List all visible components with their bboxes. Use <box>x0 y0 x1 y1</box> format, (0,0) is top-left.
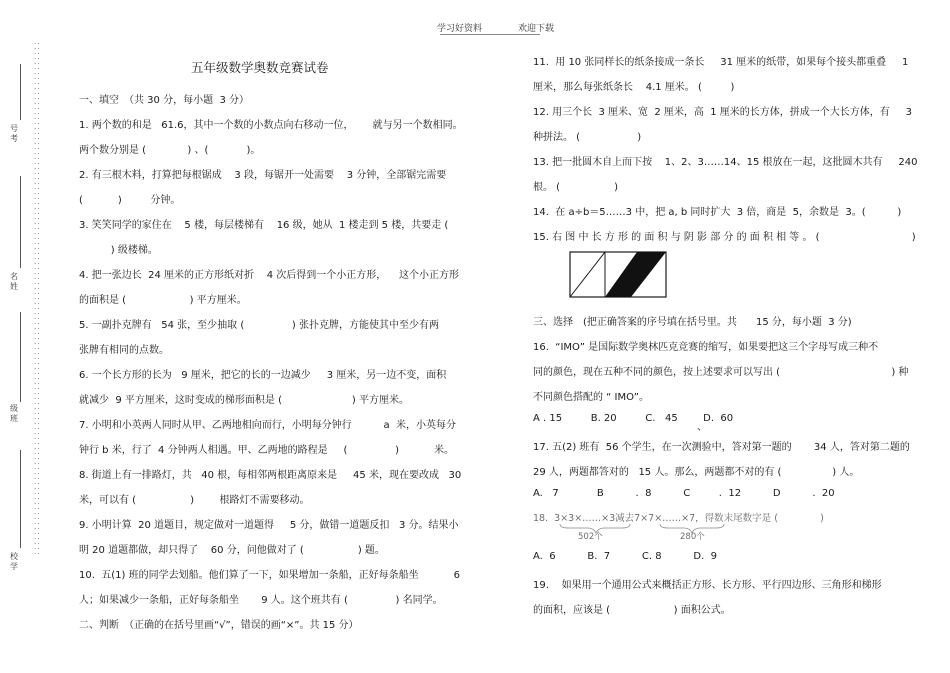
question-line: 张牌有相同的点数。 <box>79 345 169 356</box>
options-line: A. 7 B . 8 C . 12 D . 20 <box>533 488 835 499</box>
question-line: 29 人，两题都答对的 15 人。那么，两题都不对的有 ( ) 人。 <box>533 467 860 478</box>
binding-margin <box>0 0 60 673</box>
question-line: 1. 两个数的和是 61.6，其中一个数的小数点向右移动一位， 就与另一个数相同。 <box>79 120 463 131</box>
header-left: 学习好资料 <box>437 24 483 34</box>
question-line: 10. 五(1) 班的同学去划船。他们算了一下，如果增加一条船，正好每条船坐 6 <box>79 570 460 581</box>
options-line: A. 6 B. 7 C. 8 D. 9 <box>533 551 717 562</box>
question-line: 人；如果减少一条船，正好每条船坐 9 人。这个班共有 ( ) 名同学。 <box>79 595 443 606</box>
question-line: 3. 笑笑同学的家住在 5 楼，每层楼梯有 16 级，她从 1 楼走到 5 楼，共要走 ( <box>79 220 449 231</box>
question-line: 明 20 道题都做，却只得了 60 分，问他做对了 ( ) 题。 <box>79 545 385 556</box>
question-line: 12. 用三个长 3 厘米、宽 2 厘米，高 1 厘米的长方体，拼成一个大长方体，有 3 <box>533 107 913 118</box>
section-choice-heading: 三、选择 (把正确答案的序号填在括号里。共 15 分，每小题 3 分) <box>533 317 852 328</box>
question-line: 14. 在 a÷b＝5……3 中，把 a, b 同时扩大 3 倍，商是 5，余数是 3。( ) <box>533 207 902 218</box>
question-line: 的面积是 ( ) 平方厘米。 <box>79 295 247 306</box>
q18-count-b: 280个 <box>680 532 705 542</box>
exam-title: 五年级数学奥数竞赛试卷 <box>191 60 329 75</box>
binding-rule-1 <box>20 64 21 120</box>
binding-rule-4 <box>20 450 21 548</box>
question-line: 钟行 b 米，行了 4 分钟两人相遇。甲、乙两地的路程是 ( ) 米。 <box>79 445 454 456</box>
question-line: 8. 街道上有一排路灯，共 40 根，每相邻两根距离原来是 45 米，现在要改成 30 <box>79 470 462 481</box>
label-name: 名姓 <box>10 272 18 291</box>
question-line: ( ) 分钟。 <box>79 195 181 206</box>
q18-count-a: 502个 <box>578 532 603 542</box>
binding-dotted-line: ·············································································································································································································· <box>34 42 41 558</box>
question-line: 就减少 9 平方厘米，这时变成的梯形面积是 ( ) 平方厘米。 <box>79 395 409 406</box>
question-line: 的面积，应该是 ( ) 面积公式。 <box>533 605 731 616</box>
question-line: 6. 一个长方形的长为 9 厘米，把它的长的一边减少 3 厘米，另一边不变，面积 <box>79 370 447 381</box>
question-line: 16. “IMO” 是国际数学奥林匹克竞赛的缩写，如果要把这三个字母写成三种不 <box>533 342 879 353</box>
question-line: 19. 如果用一个通用公式来概括正方形、长方形、平行四边形、三角形和梯形 <box>533 580 882 591</box>
section-judge-heading: 二、判断 （正确的在括号里画“√”，错误的画“×”。共 15 分） <box>79 620 359 631</box>
binding-rule-2 <box>20 176 21 268</box>
section-fill-blank-heading: 一、填空 （共 30 分，每小题 3 分） <box>79 95 249 106</box>
label-school: 校学 <box>10 552 18 571</box>
binding-rule-3 <box>20 312 21 402</box>
question-line: 厘米，那么每张纸条长 4.1 厘米。 ( ) <box>533 82 735 93</box>
question-line: 不同颜色搭配的 “ IMO”。 <box>533 392 649 403</box>
question-line: 5. 一副扑克牌有 54 张，至少抽取 ( ) 张扑克牌，方能使其中至少有两 <box>79 320 439 331</box>
question-line: 两个数分别是 ( ) 、( )。 <box>79 145 261 156</box>
options-line: A . 15 B. 20 C. 45 D. 60 <box>533 413 734 424</box>
question-line: 2. 有三根木料，打算把每根锯成 3 段，每锯开一处需要 3 分钟，全部锯完需要 <box>79 170 447 181</box>
question-line: 根。 ( ) <box>533 182 619 193</box>
question-line: 17. 五(2) 班有 56 个学生，在一次测验中，答对第一题的 34 人，答对第二题的 <box>533 442 910 453</box>
question-line: 11. 用 10 张同样长的纸条接成一条长 31 厘米的纸带，如果每个接头都重叠 1 <box>533 57 909 68</box>
question-line: 7. 小明和小英两人同时从甲、乙两地相向而行，小明每分钟行 a 米，小英每分 <box>79 420 456 431</box>
header-right: 欢迎下载 <box>518 24 555 34</box>
question-line: 同的颜色，现在五种不同的颜色，按上述要求可以写出 ( ) 种 <box>533 367 909 378</box>
label-class: 级班 <box>10 404 18 423</box>
question-line: 种拼法。 ( ) <box>533 132 642 143</box>
header-underline <box>440 34 540 35</box>
rectangle-shaded-figure <box>569 251 669 299</box>
question-line: 4. 把一张边长 24 厘米的正方形纸对折 4 次后得到一个小正方形， 这个小正方形 <box>79 270 459 281</box>
stray-mark: 、 <box>697 422 707 433</box>
label-exam-number: 号考 <box>10 124 18 143</box>
question-line: 15. 右 图 中 长 方 形 的 面 积 与 阴 影 部 分 的 面 积 相 等 。 ( ) <box>533 232 916 243</box>
question-line: 米，可以有 ( ) 根路灯不需要移动。 <box>79 495 310 506</box>
question-line: ) 级楼梯。 <box>79 245 158 256</box>
question-line: 18. 3×3×……×3减去7×7×……×7，得数末尾数字是 ( ) <box>533 513 824 524</box>
question-line: 9. 小明计算 20 道题目，规定做对一道题得 5 分，做错一道题反扣 3 分。结果小 <box>79 520 459 531</box>
question-line: 13. 把一批圆木自上而下按 1、2、3……14、15 根放在一起，这批圆木共有 240 <box>533 157 918 168</box>
